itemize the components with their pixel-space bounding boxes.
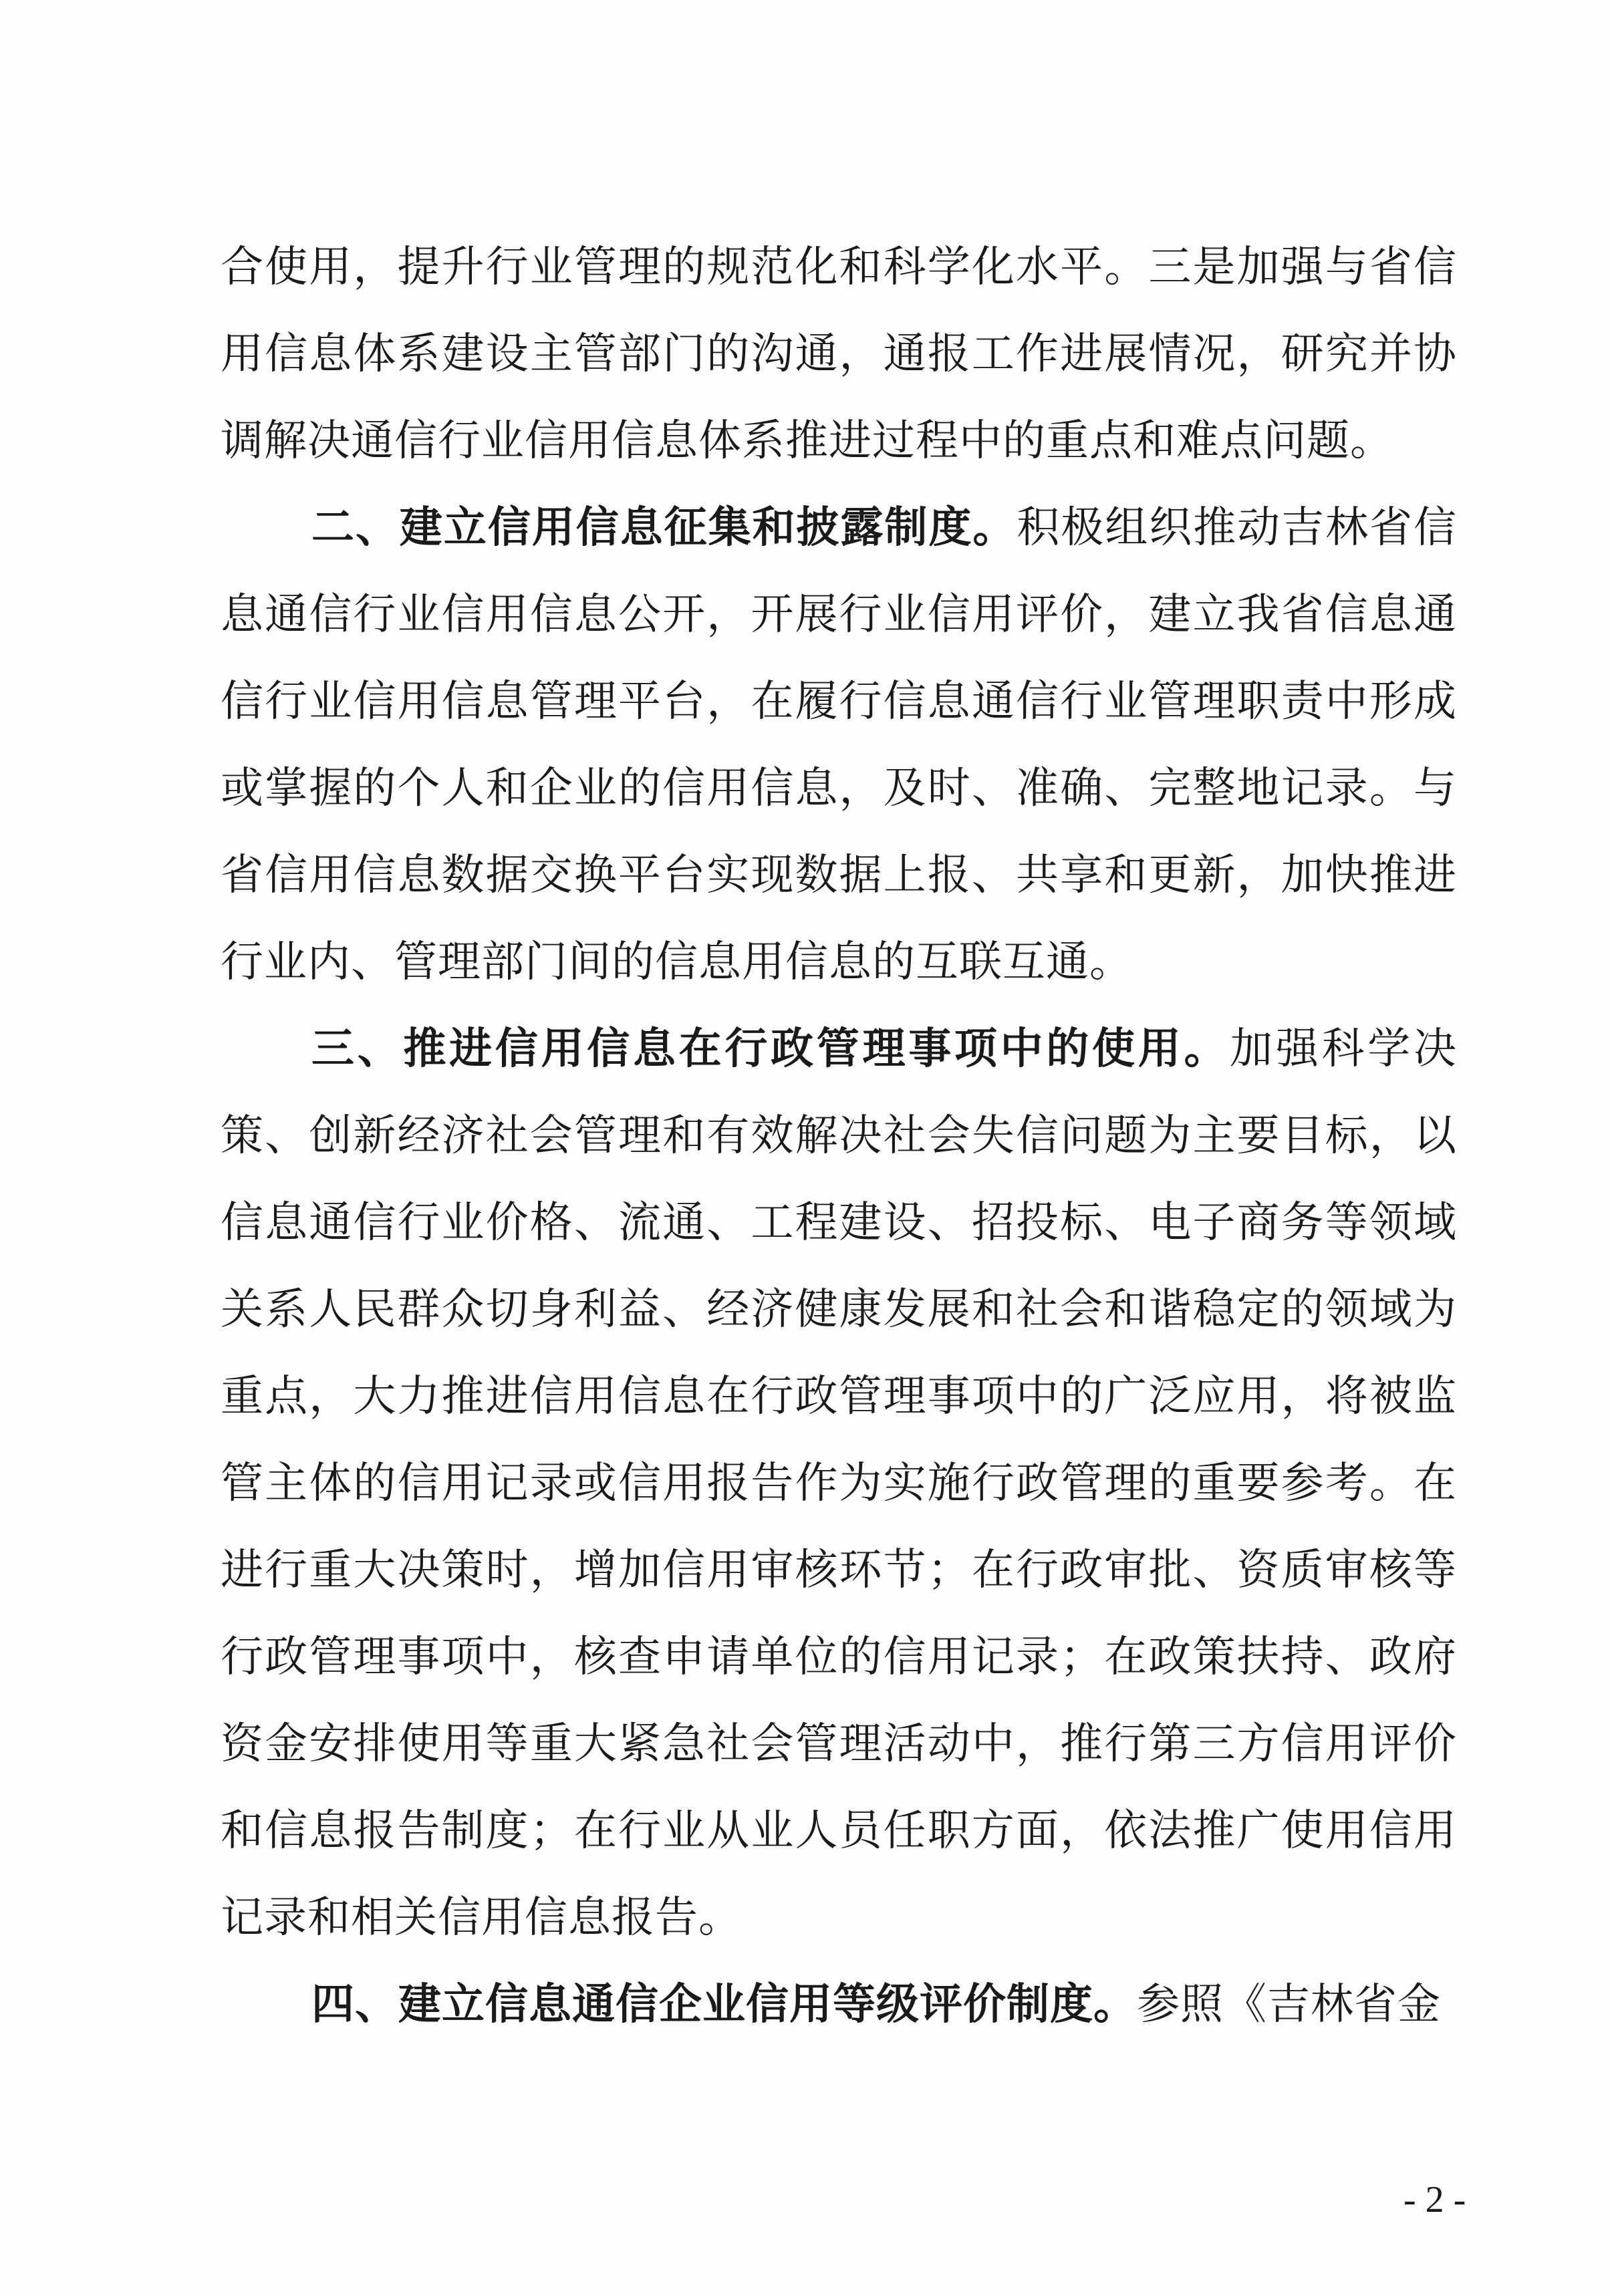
paragraph-3-heading: 三、推进信用信息在行政管理事项中的使用。	[311, 1024, 1230, 1074]
paragraph-4-heading: 四、建立信息通信企业信用等级评价制度。	[311, 1980, 1137, 2029]
paragraph-4	[221, 1961, 1457, 2048]
paragraph-3-text: 加强科学决策、创新经济社会管理和有效解决社会失信问题为主要目标，以信息通信行业价格、流通、工程建设、招投标、电子商务等领域关系人民群众切身利益、经济健康发展和社会和谐稳定的领域为重点，大力推进信用信息在行政管理事项中的广泛应用，将被监管主体的信用记录或信用报告作为实施行政管理的重要参考。在进行重大决策时，增加信用审核环节；在行政审批、资质审核等行政管理事项中，核查申请单位的信用记录；在政策扶持、政府资金安排使用等重大紧急社会管理活动中，推行第三方信用评价和信息报告制度；在行业从业人员任职方面，依法推广使用信用记录和相关信用信息报告。	[221, 1024, 1458, 1943]
paragraph-1-text: 合使用，提升行业管理的规范化和科学化水平。三是加强与省信用信息体系建设主管部门的沟通，通报工作进展情况，研究并协调解决通信行业信用信息体系推进过程中的重点和难点问题。	[221, 243, 1457, 466]
page-number: - 2 -	[1403, 2179, 1466, 2220]
document-body	[221, 224, 1457, 2048]
paragraph-2-heading: 二、建立信用信息征集和披露制度。	[311, 503, 1017, 553]
paragraph-2	[221, 484, 1457, 1006]
paragraph-4-text: 参照《吉林省金	[1137, 1980, 1441, 2029]
paragraph-3	[221, 1006, 1457, 1961]
paragraph-2-text: 积极组织推动吉林省信息通信行业信用信息公开，开展行业信用评价，建立我省信息通信行业信用信息管理平台，在履行信息通信行业管理职责中形成或掌握的个人和企业的信用信息，及时、准确、完整地记录。与省信用信息数据交换平台实现数据上报、共享和更新，加快推进行业内、管理部门间的信息用信息的互联互通。	[221, 503, 1457, 987]
paragraph-1	[221, 224, 1457, 484]
